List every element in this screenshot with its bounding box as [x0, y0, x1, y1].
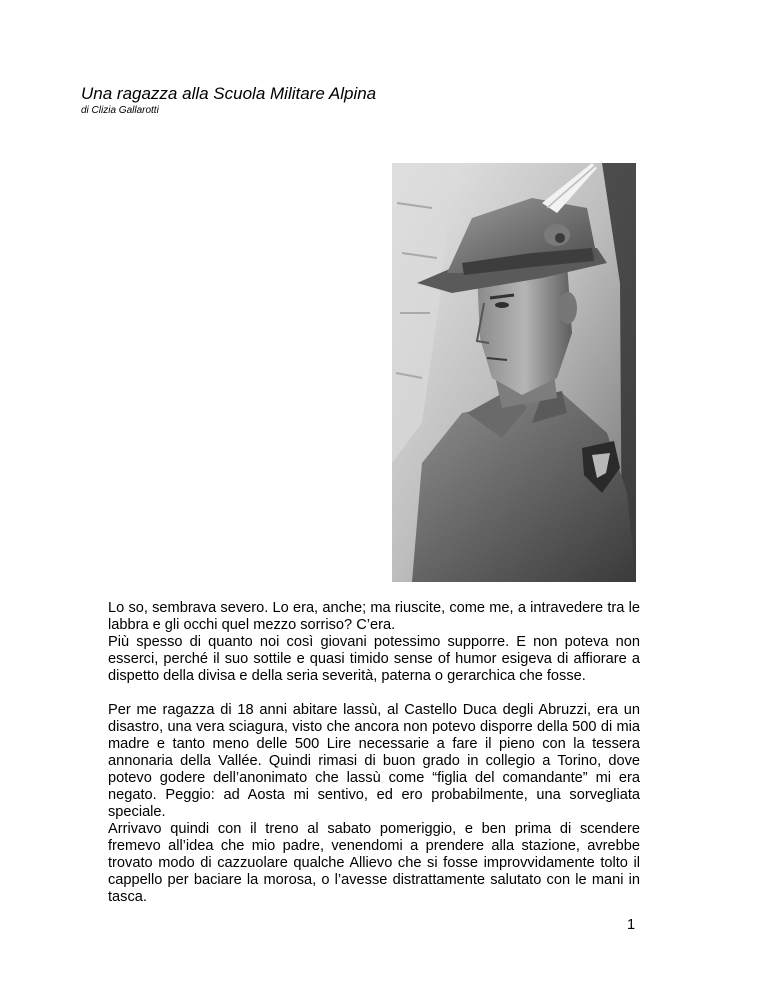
article-body	[108, 600, 640, 906]
document-title: Una ragazza alla Scuola Militare Alpina	[81, 84, 377, 103]
paragraph: Arrivavo quindi con il treno al sabato pomeriggio, e ben prima di scendere fremevo all’idea che mio padre, venendomi a prendere alla stazione, avrebbe trovato modo di cazzuolare qualche Allievo che si fosse improvvidamente tolto il cappello per baciare la morosa, o l’avesse distrattamente salutato con le mani in tasca.	[108, 821, 640, 905]
portrait-illustration	[392, 163, 636, 582]
author-byline: di Clizia Gallarotti	[81, 105, 159, 116]
paragraph: Lo so, sembrava severo. Lo era, anche; ma riuscite, come me, a intravedere tra le labbra e gli occhi quel mezzo sorriso? C’era.	[108, 600, 640, 633]
paragraph: Per me ragazza di 18 anni abitare lassù, al Castello Duca degli Abruzzi, era un disastro, una vera sciagura, visto che ancora non potevo disporre della 500 di mia madre e tanto meno delle 500 Lire necessarie a fare il pieno con la tessera annonaria della Vallée. Quindi rimasi di buon grado in collegio a Torino, dove potevo godere dell’anonimato che lassù come “figlia del comandante” mi era negato. Peggio: ad Aosta mi sentivo, ed ero probabilmente, una sorvegliata speciale.	[108, 702, 640, 820]
page-number: 1	[627, 917, 636, 933]
paragraph: Più spesso di quanto noi così giovani potessimo supporre. E non poteva non esserci, perché il suo sottile e quasi timido sense of humor esigeva di affiorare a dispetto della divisa e della seria severità, paterna o gerarchica che fosse.	[108, 634, 640, 684]
officer-portrait-photo	[392, 163, 636, 582]
